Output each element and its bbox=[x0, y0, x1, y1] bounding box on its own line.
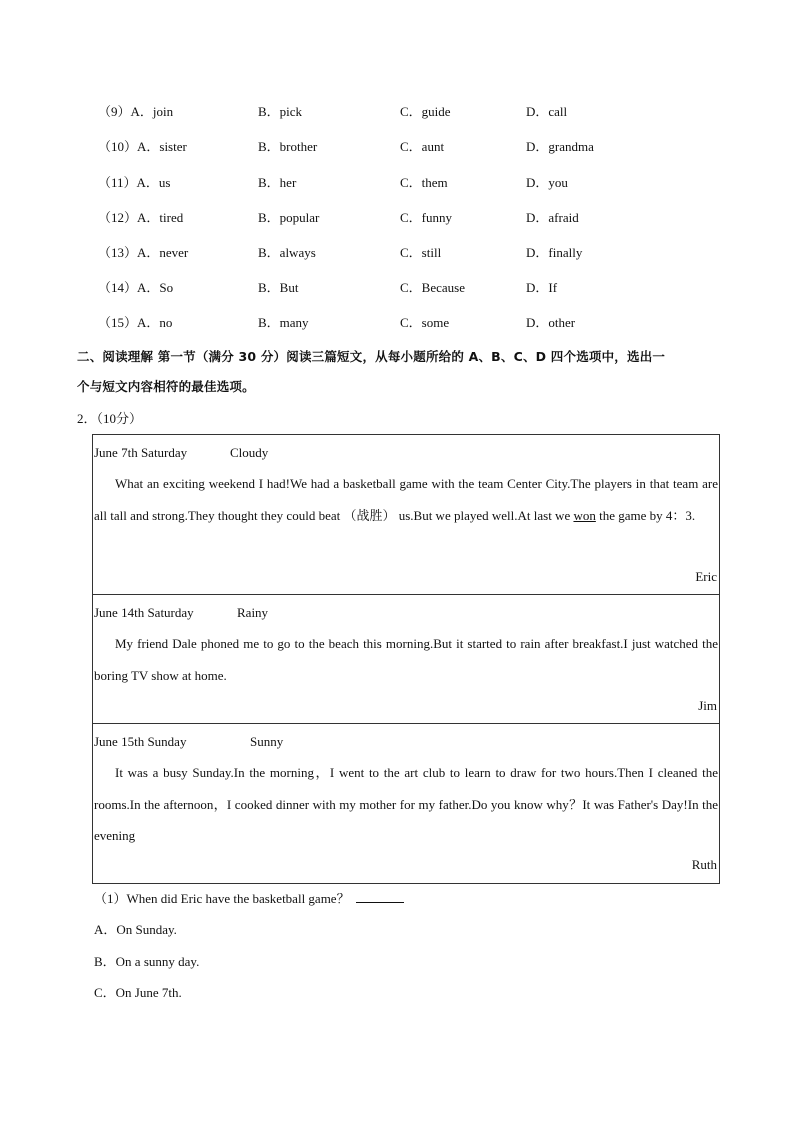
option-c: C．aunt bbox=[400, 139, 445, 154]
answer-choice-a[interactable]: A．On Sunday. bbox=[94, 922, 177, 937]
option-a: （9）A．join bbox=[98, 104, 174, 119]
option-row bbox=[98, 208, 738, 228]
option-row bbox=[98, 102, 738, 122]
option-c: C．them bbox=[400, 175, 448, 190]
option-a: （11）A．us bbox=[98, 175, 171, 190]
option-c: C．some bbox=[400, 315, 450, 330]
option-row bbox=[98, 313, 738, 333]
entry-text: It was a busy Sunday.In the morning，I went to the art club to learn to draw for two hours.Then I cleaned the rooms.In the afternoon，I cooked dinner with my mother for my father.Do you know why？It was Father's Day!In the evening bbox=[94, 765, 718, 843]
entry-author: Jim bbox=[698, 698, 717, 713]
entry-body bbox=[94, 628, 718, 691]
option-d: D．call bbox=[526, 104, 568, 119]
entry-text-end: the game by 4：3. bbox=[595, 507, 696, 523]
entry-date: June 7th Saturday bbox=[94, 445, 188, 460]
option-b: B．many bbox=[258, 315, 309, 330]
option-b: B．But bbox=[258, 280, 299, 295]
option-a: （13）A．never bbox=[98, 245, 189, 260]
option-b: B．always bbox=[258, 245, 316, 260]
entry-date: June 15th Sunday bbox=[94, 734, 187, 749]
option-c: C．Because bbox=[400, 280, 465, 295]
option-a: （12）A．tired bbox=[98, 210, 184, 225]
entry-weather: Rainy bbox=[237, 605, 269, 620]
entry-author: Ruth bbox=[691, 857, 717, 872]
section-heading-line-1: 二、阅读理解 第一节（满分 30 分）阅读三篇短文，从每小题所给的 A、B、C、D 四个选项中，选出一 bbox=[77, 349, 666, 364]
entry-text: My friend Dale phoned me to go to the beach this morning.But it started to rain after breakfast.I just watched the boring TV show at home. bbox=[94, 636, 718, 683]
entry-date: June 14th Saturday bbox=[94, 605, 194, 620]
option-c: C．guide bbox=[400, 104, 451, 119]
diary-entry bbox=[93, 724, 719, 883]
option-b: B．popular bbox=[258, 210, 320, 225]
answer-blank[interactable] bbox=[356, 888, 404, 903]
entry-body bbox=[94, 757, 718, 852]
option-a: （10）A．sister bbox=[98, 139, 187, 154]
option-b: B．pick bbox=[258, 104, 303, 119]
question-title: 2．（10分） bbox=[77, 411, 143, 426]
option-d: D．grandma bbox=[526, 139, 594, 154]
option-d: D．other bbox=[526, 315, 576, 330]
option-a: （14）A．So bbox=[98, 280, 174, 295]
entry-weather: Cloudy bbox=[230, 445, 269, 460]
entry-body bbox=[94, 468, 718, 531]
option-a: （15）A．no bbox=[98, 315, 173, 330]
option-d: D．If bbox=[526, 280, 558, 295]
option-row bbox=[98, 243, 738, 263]
answer-choice-b[interactable]: B．On a sunny day. bbox=[94, 954, 200, 969]
option-d: D．you bbox=[526, 175, 568, 190]
option-b: B．brother bbox=[258, 139, 318, 154]
question-text: （1）When did Eric have the basketball game？ bbox=[94, 891, 350, 906]
option-d: D．finally bbox=[526, 245, 583, 260]
question-stem bbox=[94, 888, 404, 910]
entry-text: What an exciting weekend I had!We had a basketball game with the team Center City.The players in that team are all tall and strong.They thought they could beat （战胜） us.But we played well.At last we bbox=[94, 476, 718, 523]
option-row bbox=[98, 173, 738, 193]
diary-entry bbox=[93, 435, 719, 595]
option-c: C．still bbox=[400, 245, 442, 260]
entry-header bbox=[94, 443, 269, 463]
option-b: B．her bbox=[258, 175, 297, 190]
underlined-word: won bbox=[573, 507, 596, 523]
entry-author: Eric bbox=[695, 569, 717, 584]
option-row bbox=[98, 278, 738, 298]
section-heading-line-2: 个与短文内容相符的最佳选项。 bbox=[77, 379, 255, 394]
option-row bbox=[98, 137, 738, 157]
option-c: C．funny bbox=[400, 210, 453, 225]
option-d: D．afraid bbox=[526, 210, 579, 225]
answer-choice-c[interactable]: C．On June 7th. bbox=[94, 985, 182, 1000]
entry-weather: Sunny bbox=[250, 734, 284, 749]
entry-header bbox=[94, 603, 269, 623]
diary-table bbox=[92, 434, 720, 884]
diary-entry bbox=[93, 595, 719, 724]
entry-header bbox=[94, 732, 284, 752]
